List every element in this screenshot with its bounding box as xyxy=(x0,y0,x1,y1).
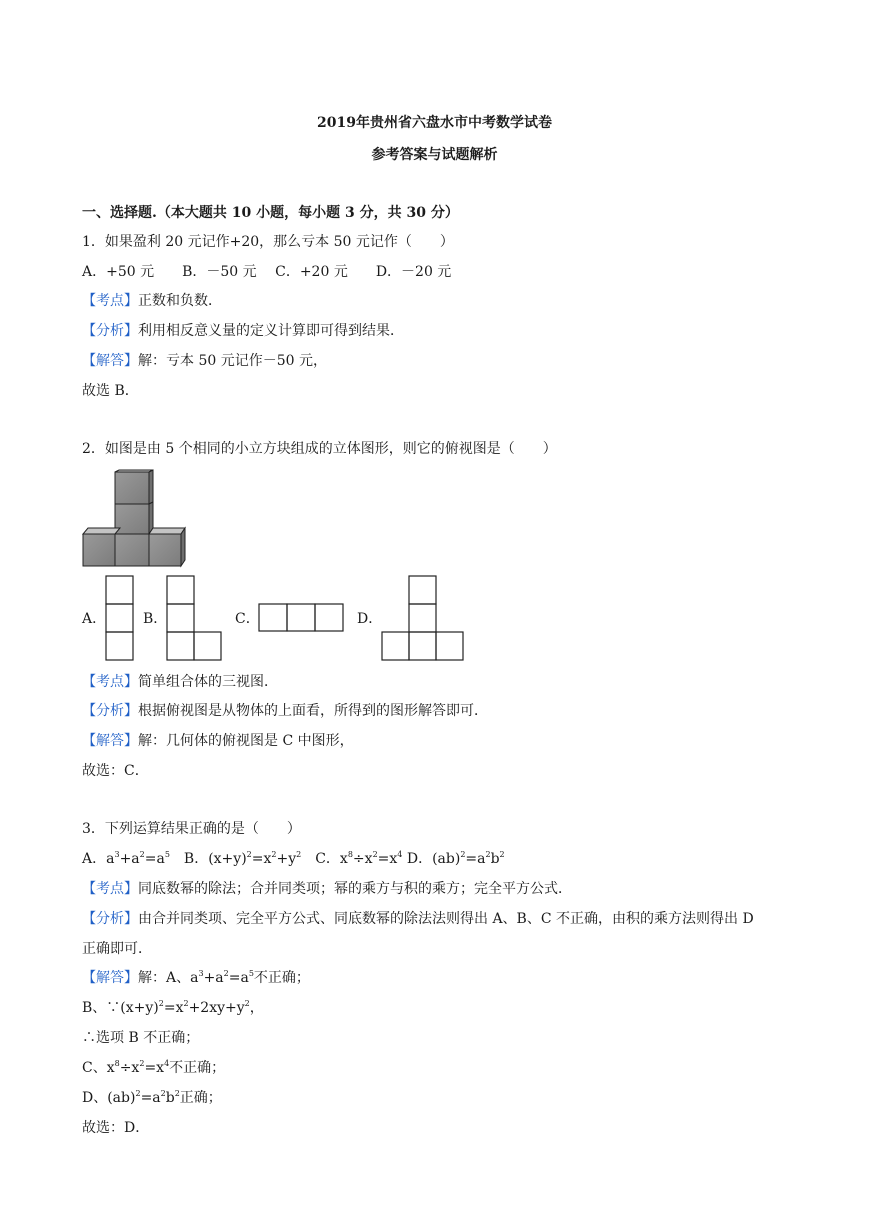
q3-line-b-pre: B、∵(x+y) xyxy=(82,1000,159,1016)
exp: 2 xyxy=(296,850,302,859)
q3-line-c-post: 不正确； xyxy=(169,1060,226,1076)
q2-option-c-label: C． xyxy=(235,611,260,627)
exp: 2 xyxy=(160,1089,166,1098)
q1-jieda-text: 解：亏本 50 元记作－50 元， xyxy=(138,353,327,369)
q2-option-d-figure xyxy=(381,575,467,661)
q1-conclusion: 故选 B． xyxy=(82,383,139,399)
exp: 2 xyxy=(246,850,252,859)
q1-jieda xyxy=(82,352,327,370)
jieda-tag: 【解答】 xyxy=(82,353,138,369)
exp: 2 xyxy=(372,850,378,859)
q3-jieda-a-rhs: =a xyxy=(228,970,249,986)
q2-option-c-figure xyxy=(258,603,346,633)
q3-jieda-a-post: 不正确； xyxy=(253,970,310,986)
q3-line-d xyxy=(82,1089,222,1107)
fenxi-tag: 【分析】 xyxy=(82,911,138,927)
q3-kaodian xyxy=(82,880,572,898)
exp: 2 xyxy=(460,850,466,859)
q2-kaodian xyxy=(82,673,278,691)
exp: 5 xyxy=(164,850,170,859)
q3-stem: 3．下列运算结果正确的是（ ） xyxy=(82,821,301,837)
cube-middle xyxy=(115,502,153,534)
exp: 2 xyxy=(139,850,145,859)
exp: 2 xyxy=(499,850,505,859)
q3-line-c xyxy=(82,1059,225,1077)
q3-line-b2: ∴选项 B 不正确； xyxy=(82,1030,200,1046)
q2-stem: 2．如图是由 5 个相同的小立方块组成的立体图形，则它的俯视图是（ ） xyxy=(82,441,557,457)
q2-option-b-figure xyxy=(166,575,224,661)
q3-opt-c: C．x xyxy=(301,851,348,867)
section-heading: 一、选择题.（本大题共 10 小题，每小题 3 分，共 30 分） xyxy=(82,205,459,221)
q2-fenxi xyxy=(82,702,488,720)
q3-line-b-post: ， xyxy=(249,1000,264,1016)
exp: 2 xyxy=(158,999,164,1008)
exp: 2 xyxy=(174,1089,180,1098)
q3-line-c-pre: C、x xyxy=(82,1060,115,1076)
q3-line-d-mid: b xyxy=(165,1090,175,1106)
kaodian-tag: 【考点】 xyxy=(82,674,138,690)
q3-opt-a-rhs: =a xyxy=(144,851,165,867)
q3-line-d-post: 正确； xyxy=(179,1090,222,1106)
q1-stem: 1．如果盈利 20 元记作+20，那么亏本 50 元记作（ ） xyxy=(82,234,454,250)
q3-line-b-mid: +2xy+y xyxy=(188,1000,245,1016)
exp: 2 xyxy=(135,1089,141,1098)
q3-opt-d-mid: b xyxy=(490,851,500,867)
q2-jieda xyxy=(82,732,354,750)
q3-conclusion: 故选：D． xyxy=(82,1120,150,1136)
q3-opt-c-mid: ÷x xyxy=(352,851,373,867)
q3-jieda xyxy=(82,969,310,987)
q3-jieda-a-mid: +a xyxy=(203,970,224,986)
exp: 2 xyxy=(139,1059,145,1068)
q2-option-a-figure xyxy=(105,575,135,661)
q3-line-b xyxy=(82,999,264,1017)
q3-jieda-a: 解：A、a xyxy=(138,970,199,986)
q3-opt-b: B．(x+y) xyxy=(169,851,247,867)
exp: 2 xyxy=(223,969,229,978)
q2-option-b-label: B． xyxy=(143,611,168,627)
q2-conclusion: 故选：C． xyxy=(82,763,149,779)
exp: 8 xyxy=(347,850,353,859)
q2-kaodian-text: 简单组合体的三视图． xyxy=(138,674,278,690)
page-subtitle: 参考答案与试题解析 xyxy=(371,147,498,163)
cube-bottom-row xyxy=(83,528,185,566)
q2-option-d-label: D． xyxy=(357,611,383,627)
q3-fenxi xyxy=(82,910,754,928)
q3-opt-b-mid: +y xyxy=(276,851,297,867)
q3-line-b-rhs: =x xyxy=(163,1000,184,1016)
cube-top xyxy=(115,470,153,504)
q3-fenxi-text: 由合并同类项、完全平方公式、同底数幂的除法法则得出 A、B、C 不正确，由积的乘方法则得出 D xyxy=(138,911,754,927)
q2-option-a-label: A． xyxy=(82,611,107,627)
q3-line-d-pre: D、(ab) xyxy=(82,1090,136,1106)
exp: 8 xyxy=(114,1059,120,1068)
q3-opt-b-rhs: =x xyxy=(251,851,272,867)
exp: 4 xyxy=(397,850,403,859)
q3-opt-a: A．a xyxy=(82,851,115,867)
q1-fenxi xyxy=(82,322,404,340)
exp: 2 xyxy=(183,999,189,1008)
exp: 3 xyxy=(198,969,204,978)
q1-options: A．+50 元 B．－50 元 C．+20 元 D．－20 元 xyxy=(82,264,452,280)
jieda-tag: 【解答】 xyxy=(82,733,138,749)
kaodian-tag: 【考点】 xyxy=(82,881,138,897)
q3-options xyxy=(82,850,505,868)
q2-jieda-text: 解：几何体的俯视图是 C 中图形， xyxy=(138,733,354,749)
q3-opt-d: D．(ab) xyxy=(402,851,461,867)
q3-opt-d-rhs: =a xyxy=(465,851,486,867)
cube-figure xyxy=(82,470,186,568)
q2-fenxi-text: 根据俯视图是从物体的上面看，所得到的图形解答即可． xyxy=(138,703,488,719)
q3-line-c-rhs: =x xyxy=(144,1060,165,1076)
fenxi-tag: 【分析】 xyxy=(82,323,138,339)
exp: 2 xyxy=(244,999,250,1008)
q1-kaodian xyxy=(82,292,222,310)
exp: 2 xyxy=(485,850,491,859)
fenxi-tag: 【分析】 xyxy=(82,703,138,719)
q3-opt-a-mid: +a xyxy=(119,851,140,867)
page-title: 2019年贵州省六盘水市中考数学试卷 xyxy=(317,115,552,131)
kaodian-tag: 【考点】 xyxy=(82,293,138,309)
q3-kaodian-text: 同底数幂的除法；合并同类项；幂的乘方与积的乘方；完全平方公式． xyxy=(138,881,572,897)
exp: 4 xyxy=(164,1059,170,1068)
q3-opt-c-rhs: =x xyxy=(377,851,398,867)
exp: 3 xyxy=(114,850,120,859)
exp: 2 xyxy=(271,850,277,859)
q1-fenxi-text: 利用相反意义量的定义计算即可得到结果． xyxy=(138,323,404,339)
q3-line-c-mid: ÷x xyxy=(119,1060,140,1076)
exp: 5 xyxy=(248,969,254,978)
q1-kaodian-text: 正数和负数． xyxy=(138,293,222,309)
q3-line-d-rhs: =a xyxy=(140,1090,161,1106)
q3-fenxi-line2: 正确即可． xyxy=(82,941,152,957)
jieda-tag: 【解答】 xyxy=(82,970,138,986)
